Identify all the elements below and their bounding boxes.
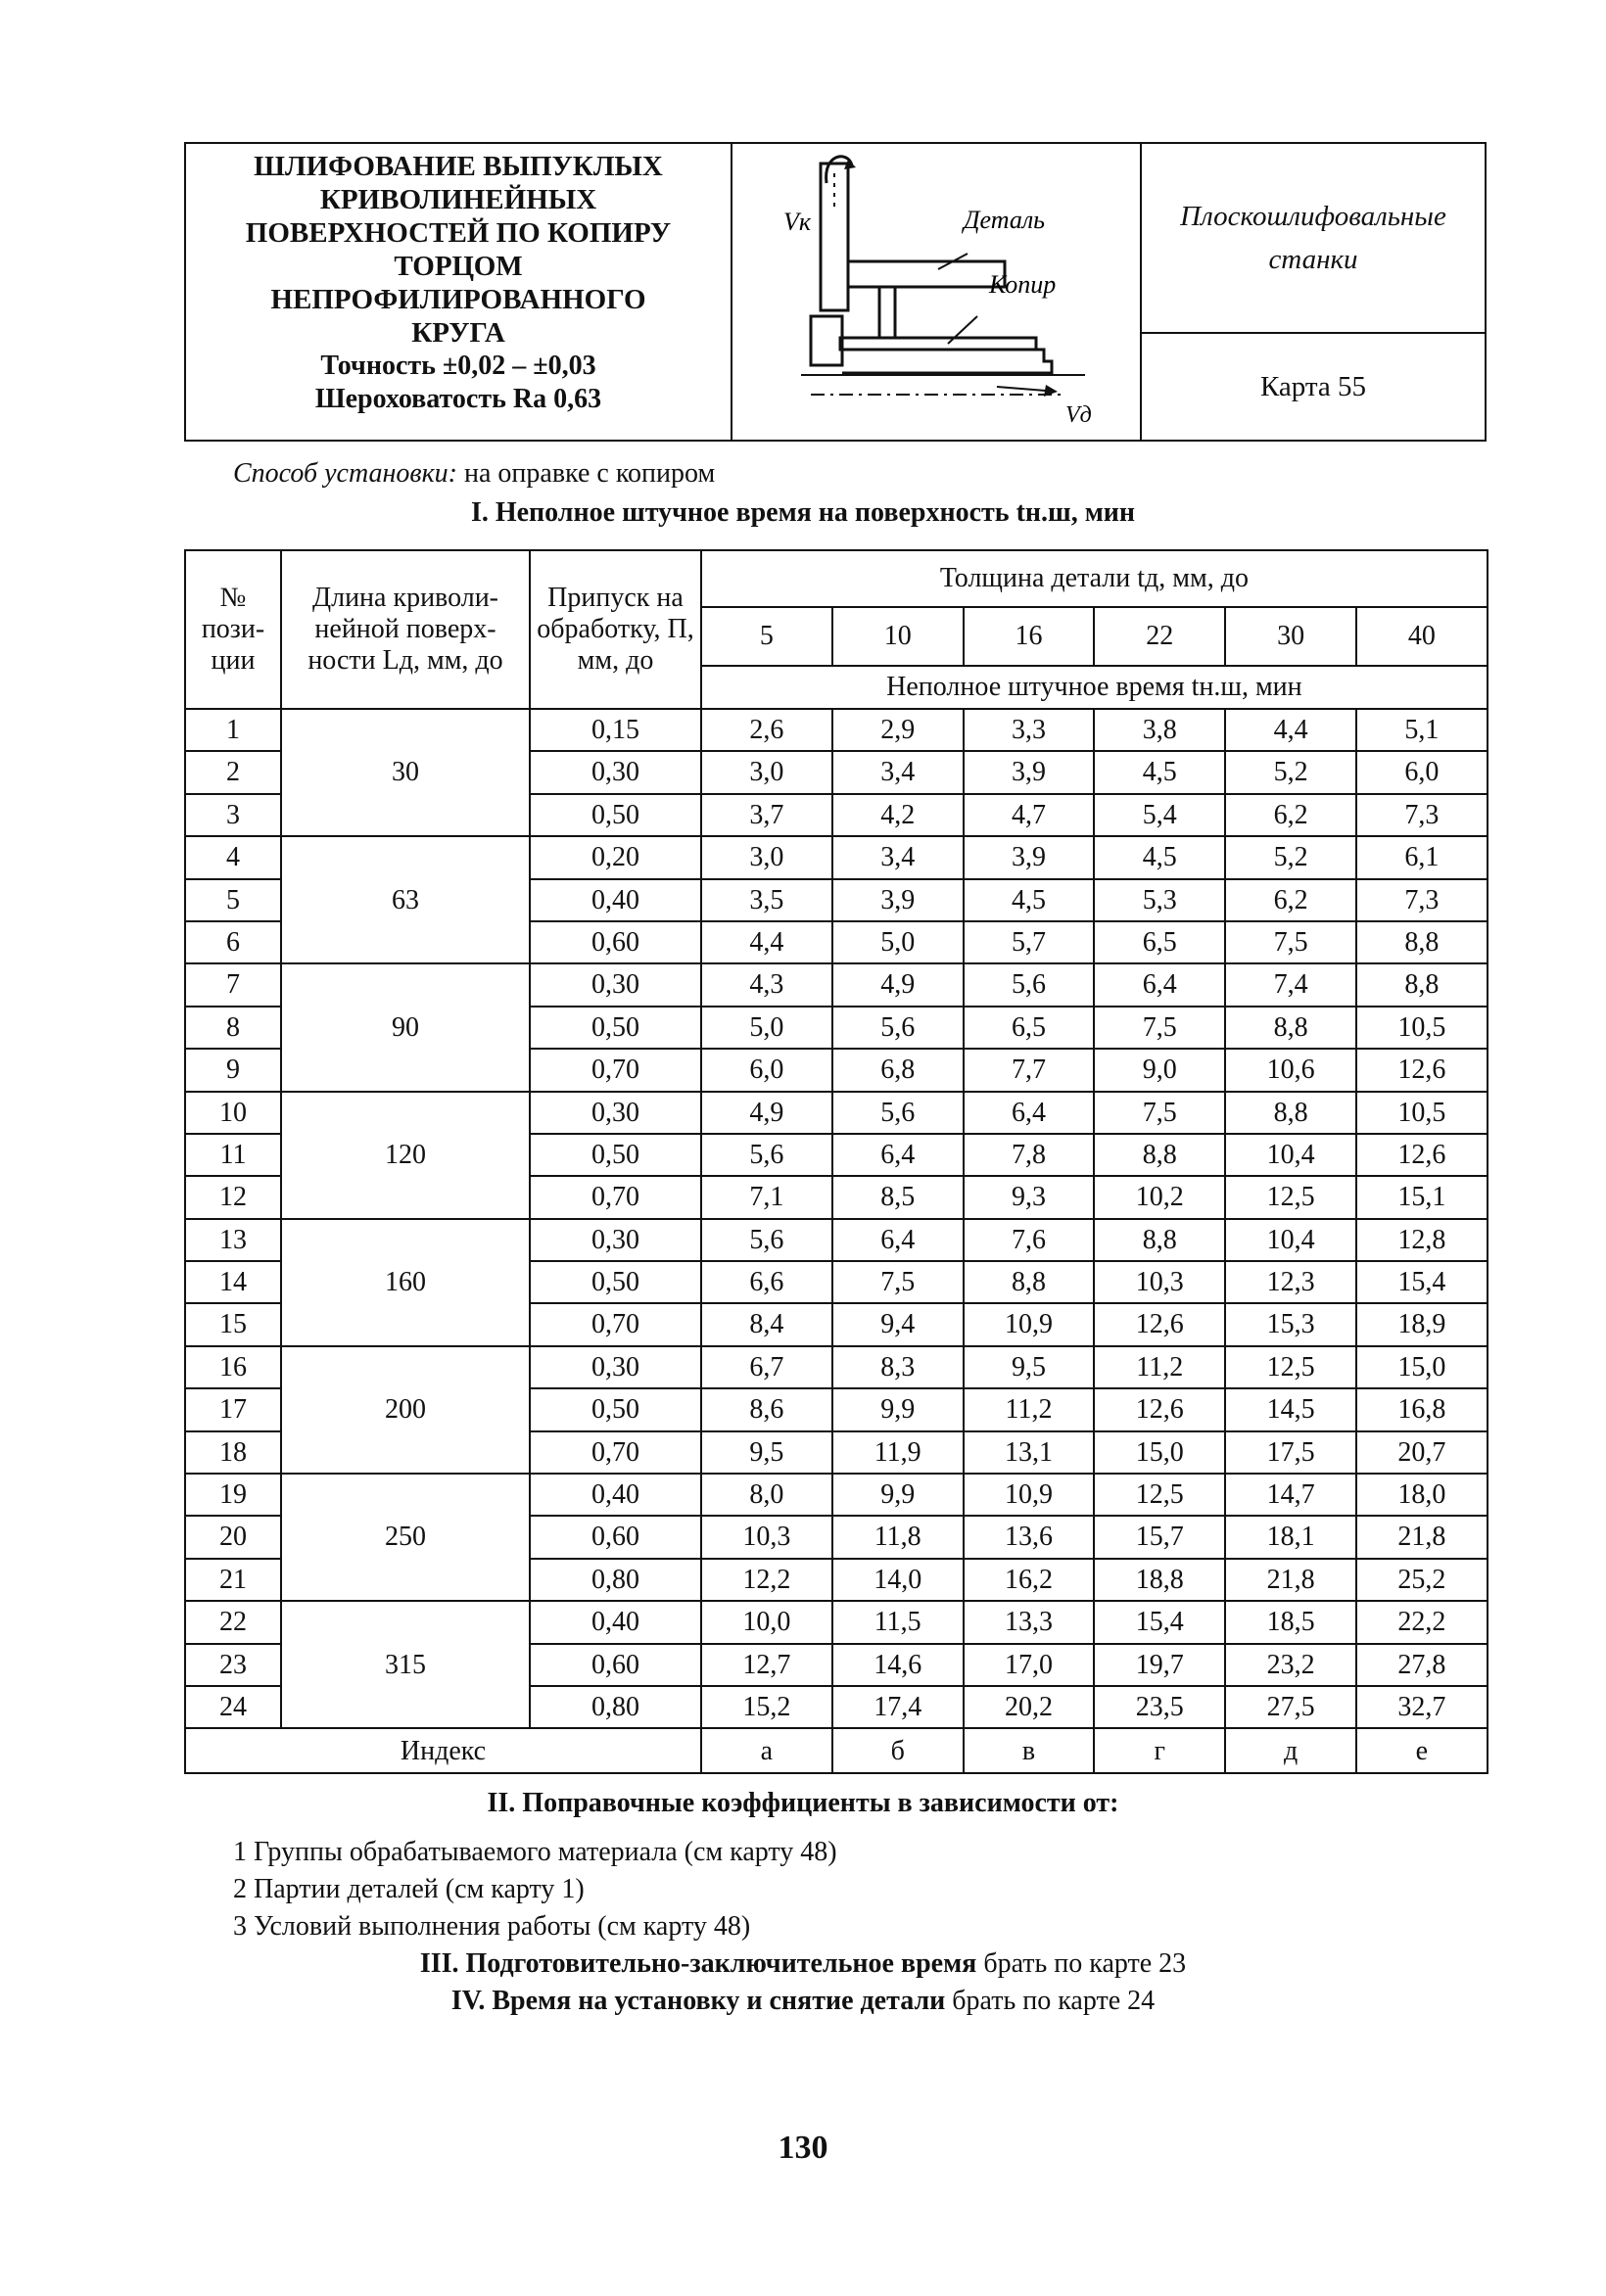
section-3-text: брать по карте 23: [976, 1948, 1187, 1979]
time-value-cell: 27,5: [1225, 1686, 1356, 1728]
time-value-cell: 15,2: [701, 1686, 832, 1728]
position-cell: 7: [185, 963, 281, 1006]
time-value-cell: 3,0: [701, 836, 832, 878]
time-value-cell: 8,8: [1094, 1134, 1225, 1176]
time-value-cell: 5,6: [964, 963, 1095, 1006]
time-value-cell: 8,5: [832, 1176, 964, 1218]
time-value-cell: 5,2: [1225, 751, 1356, 793]
table-row: [185, 709, 1488, 751]
allowance-cell: 0,30: [530, 963, 701, 1006]
section-1-title: I. Неполное штучное время на поверхность tн.ш, мин: [470, 497, 1136, 528]
title-line: ПОВЕРХНОСТЕЙ ПО КОПИРУ: [245, 217, 672, 249]
time-value-cell: 6,5: [964, 1007, 1095, 1049]
allowance-cell: 0,70: [530, 1303, 701, 1345]
time-value-cell: 23,5: [1094, 1686, 1225, 1728]
correction-item: 2 Партии деталей (см карту 1): [233, 1874, 585, 1904]
time-value-cell: 11,2: [964, 1388, 1095, 1430]
time-value-cell: 4,4: [1225, 709, 1356, 751]
index-value-cell: б: [832, 1728, 964, 1773]
position-cell: 21: [185, 1559, 281, 1601]
position-cell: 4: [185, 836, 281, 878]
allowance-cell: 0,20: [530, 836, 701, 878]
time-value-cell: 9,3: [964, 1176, 1095, 1218]
time-value-cell: 27,8: [1356, 1644, 1488, 1686]
time-value-cell: 23,2: [1225, 1644, 1356, 1686]
index-value-cell: а: [701, 1728, 832, 1773]
page-number: 130: [778, 2130, 828, 2166]
allowance-cell: 0,60: [530, 921, 701, 963]
copier-part: [840, 338, 1036, 350]
time-value-cell: 5,1: [1356, 709, 1488, 751]
position-cell: 2: [185, 751, 281, 793]
col-header-position: № пози-ции: [185, 550, 281, 709]
position-cell: 15: [185, 1303, 281, 1345]
table-row: [185, 1219, 1488, 1261]
setup-method: [233, 458, 715, 490]
time-value-cell: 8,8: [1356, 921, 1488, 963]
time-value-cell: 15,0: [1356, 1346, 1488, 1388]
time-value-cell: 6,8: [832, 1049, 964, 1091]
time-value-cell: 7,6: [964, 1219, 1095, 1261]
position-cell: 16: [185, 1346, 281, 1388]
time-value-cell: 8,8: [1356, 963, 1488, 1006]
header-box: [184, 142, 1487, 442]
index-value-cell: д: [1225, 1728, 1356, 1773]
position-cell: 12: [185, 1176, 281, 1218]
time-value-cell: 12,5: [1225, 1346, 1356, 1388]
length-cell: 315: [281, 1601, 530, 1728]
time-value-cell: 10,9: [964, 1474, 1095, 1516]
time-value-cell: 5,2: [1225, 836, 1356, 878]
time-value-cell: 6,1: [1356, 836, 1488, 878]
position-cell: 13: [185, 1219, 281, 1261]
machine-table: [842, 350, 1052, 373]
time-value-cell: 14,0: [832, 1559, 964, 1601]
time-value-cell: 9,5: [964, 1346, 1095, 1388]
time-value-cell: 3,7: [701, 794, 832, 836]
time-value-cell: 5,6: [701, 1134, 832, 1176]
position-cell: 3: [185, 794, 281, 836]
time-value-cell: 7,4: [1225, 963, 1356, 1006]
copier-label: Копир: [989, 270, 1057, 299]
time-value-cell: 2,9: [832, 709, 964, 751]
setup-method-label: Способ установки:: [233, 458, 458, 489]
thickness-22: 22: [1094, 607, 1225, 666]
title-line: КРИВОЛИНЕЙНЫХ: [319, 184, 597, 215]
time-value-cell: 6,6: [701, 1261, 832, 1303]
time-value-cell: 5,6: [832, 1007, 964, 1049]
allowance-cell: 0,50: [530, 1134, 701, 1176]
time-value-cell: 6,0: [1356, 751, 1488, 793]
time-value-cell: 14,5: [1225, 1388, 1356, 1430]
time-value-cell: 10,6: [1225, 1049, 1356, 1091]
time-value-cell: 11,9: [832, 1431, 964, 1474]
allowance-cell: 0,15: [530, 709, 701, 751]
operation-title: [186, 144, 732, 440]
index-value-cell: г: [1094, 1728, 1225, 1773]
table-row: [185, 963, 1488, 1006]
time-value-cell: 3,4: [832, 836, 964, 878]
length-cell: 120: [281, 1092, 530, 1219]
table-stop: [811, 316, 842, 365]
position-cell: 14: [185, 1261, 281, 1303]
time-value-cell: 4,5: [964, 879, 1095, 921]
time-value-cell: 9,9: [832, 1388, 964, 1430]
length-cell: 200: [281, 1346, 530, 1474]
time-value-cell: 18,1: [1225, 1516, 1356, 1558]
time-value-cell: 5,0: [701, 1007, 832, 1049]
time-value-cell: 3,8: [1094, 709, 1225, 751]
time-value-cell: 4,7: [964, 794, 1095, 836]
time-value-cell: 12,7: [701, 1644, 832, 1686]
position-cell: 1: [185, 709, 281, 751]
position-cell: 22: [185, 1601, 281, 1643]
position-cell: 24: [185, 1686, 281, 1728]
time-value-cell: 10,0: [701, 1601, 832, 1643]
section-3-title: III. Подготовительно-заключительное время: [419, 1948, 977, 1979]
position-cell: 8: [185, 1007, 281, 1049]
time-value-cell: 7,5: [1225, 921, 1356, 963]
time-value-cell: 6,7: [701, 1346, 832, 1388]
time-value-cell: 16,8: [1356, 1388, 1488, 1430]
time-value-cell: 10,4: [1225, 1219, 1356, 1261]
time-value-cell: 13,3: [964, 1601, 1095, 1643]
time-value-cell: 6,4: [1094, 963, 1225, 1006]
length-cell: 160: [281, 1219, 530, 1346]
time-value-cell: 15,1: [1356, 1176, 1488, 1218]
thickness-16: 16: [964, 607, 1095, 666]
time-value-cell: 5,6: [701, 1219, 832, 1261]
time-value-cell: 5,4: [1094, 794, 1225, 836]
time-value-cell: 10,9: [964, 1303, 1095, 1345]
time-table: [184, 549, 1488, 1774]
correction-item: 3 Условий выполнения работы (см карту 48): [233, 1911, 751, 1942]
table-row: [185, 1346, 1488, 1388]
position-cell: 20: [185, 1516, 281, 1558]
time-value-cell: 21,8: [1356, 1516, 1488, 1558]
time-value-cell: 21,8: [1225, 1559, 1356, 1601]
time-value-cell: 15,0: [1094, 1431, 1225, 1474]
allowance-cell: 0,80: [530, 1686, 701, 1728]
vk-label: Vк: [783, 208, 812, 236]
time-value-cell: 3,9: [964, 836, 1095, 878]
allowance-cell: 0,30: [530, 1219, 701, 1261]
time-value-cell: 8,8: [1094, 1219, 1225, 1261]
thickness-5: 5: [701, 607, 832, 666]
time-value-cell: 17,0: [964, 1644, 1095, 1686]
allowance-cell: 0,80: [530, 1559, 701, 1601]
time-value-cell: 4,5: [1094, 836, 1225, 878]
allowance-cell: 0,70: [530, 1431, 701, 1474]
machine-type-line: Плоскошлифовальные: [1180, 201, 1446, 232]
table-row: [185, 1092, 1488, 1134]
time-value-cell: 5,3: [1094, 879, 1225, 921]
time-value-cell: 12,3: [1225, 1261, 1356, 1303]
time-subheader: Неполное штучное время tн.ш, мин: [701, 666, 1488, 709]
time-value-cell: 17,5: [1225, 1431, 1356, 1474]
time-value-cell: 2,6: [701, 709, 832, 751]
time-value-cell: 16,2: [964, 1559, 1095, 1601]
accuracy-spec: Точность ±0,02 – ±0,03: [320, 351, 596, 381]
length-cell: 250: [281, 1474, 530, 1601]
time-value-cell: 6,5: [1094, 921, 1225, 963]
allowance-cell: 0,60: [530, 1516, 701, 1558]
thickness-10: 10: [832, 607, 964, 666]
time-value-cell: 9,5: [701, 1431, 832, 1474]
time-value-cell: 25,2: [1356, 1559, 1488, 1601]
time-value-cell: 5,0: [832, 921, 964, 963]
setup-method-value: на оправке с копиром: [457, 458, 716, 489]
time-value-cell: 7,3: [1356, 879, 1488, 921]
time-value-cell: 18,8: [1094, 1559, 1225, 1601]
allowance-cell: 0,60: [530, 1644, 701, 1686]
time-value-cell: 11,2: [1094, 1346, 1225, 1388]
time-value-cell: 12,6: [1094, 1303, 1225, 1345]
time-value-cell: 6,2: [1225, 794, 1356, 836]
length-cell: 30: [281, 709, 530, 836]
section-3: [0, 1948, 1606, 1980]
time-value-cell: 13,1: [964, 1431, 1095, 1474]
time-value-cell: 10,3: [1094, 1261, 1225, 1303]
title-line: ШЛИФОВАНИЕ ВЫПУКЛЫХ: [254, 151, 663, 182]
time-value-cell: 14,7: [1225, 1474, 1356, 1516]
time-value-cell: 12,6: [1356, 1049, 1488, 1091]
table-row: [185, 1474, 1488, 1516]
allowance-cell: 0,40: [530, 1474, 701, 1516]
position-cell: 23: [185, 1644, 281, 1686]
time-value-cell: 12,2: [701, 1559, 832, 1601]
allowance-cell: 0,50: [530, 1388, 701, 1430]
allowance-cell: 0,50: [530, 794, 701, 836]
time-value-cell: 3,9: [832, 879, 964, 921]
time-value-cell: 3,4: [832, 751, 964, 793]
detail-label: Деталь: [964, 206, 1046, 234]
time-value-cell: 3,3: [964, 709, 1095, 751]
position-cell: 17: [185, 1388, 281, 1430]
time-value-cell: 8,8: [1225, 1092, 1356, 1134]
time-value-cell: 6,0: [701, 1049, 832, 1091]
col-header-length: Длина криволи-нейной поверх-ности Lд, мм, до: [281, 550, 530, 709]
time-value-cell: 17,4: [832, 1686, 964, 1728]
time-value-cell: 4,3: [701, 963, 832, 1006]
time-value-cell: 12,6: [1356, 1134, 1488, 1176]
correction-item: 1 Группы обрабатываемого материала (см карту 48): [233, 1837, 837, 1867]
time-value-cell: 5,6: [832, 1092, 964, 1134]
time-value-cell: 8,8: [1225, 1007, 1356, 1049]
time-value-cell: 12,8: [1356, 1219, 1488, 1261]
time-value-cell: 6,2: [1225, 879, 1356, 921]
col-header-thickness: Толщина детали tд, мм, до: [701, 550, 1488, 607]
time-value-cell: 8,4: [701, 1303, 832, 1345]
time-value-cell: 12,5: [1094, 1474, 1225, 1516]
allowance-cell: 0,70: [530, 1176, 701, 1218]
time-value-cell: 7,5: [1094, 1092, 1225, 1134]
title-line: КРУГА: [411, 317, 505, 349]
length-cell: 90: [281, 963, 530, 1091]
time-value-cell: 10,2: [1094, 1176, 1225, 1218]
machine-type-line: станки: [1268, 244, 1358, 275]
table-row: [185, 836, 1488, 878]
time-value-cell: 13,6: [964, 1516, 1095, 1558]
title-line: НЕПРОФИЛИРОВАННОГО: [270, 284, 646, 315]
time-value-cell: 22,2: [1356, 1601, 1488, 1643]
time-value-cell: 19,7: [1094, 1644, 1225, 1686]
time-value-cell: 4,2: [832, 794, 964, 836]
time-value-cell: 7,5: [1094, 1007, 1225, 1049]
time-value-cell: 20,2: [964, 1686, 1095, 1728]
position-cell: 11: [185, 1134, 281, 1176]
index-value-cell: е: [1356, 1728, 1488, 1773]
index-row: [185, 1728, 1488, 1773]
time-value-cell: 9,4: [832, 1303, 964, 1345]
time-value-cell: 10,5: [1356, 1007, 1488, 1049]
time-value-cell: 15,3: [1225, 1303, 1356, 1345]
time-value-cell: 18,0: [1356, 1474, 1488, 1516]
vd-label: Vд: [1065, 402, 1092, 428]
time-value-cell: 4,5: [1094, 751, 1225, 793]
machine-type: [1142, 144, 1485, 334]
detail-part: [848, 261, 1005, 287]
time-value-cell: 4,9: [832, 963, 964, 1006]
roughness-spec: Шероховатость Ra 0,63: [314, 384, 602, 414]
time-value-cell: 11,8: [832, 1516, 964, 1558]
section-4-title: IV. Время на установку и снятие детали: [450, 1986, 946, 2016]
allowance-cell: 0,30: [530, 751, 701, 793]
length-cell: 63: [281, 836, 530, 963]
title-line: ТОРЦОМ: [394, 251, 523, 282]
allowance-cell: 0,40: [530, 879, 701, 921]
table-row: [185, 1601, 1488, 1643]
setup-diagram-svg: [732, 144, 1142, 440]
position-cell: 9: [185, 1049, 281, 1091]
allowance-cell: 0,50: [530, 1007, 701, 1049]
time-value-cell: 7,5: [832, 1261, 964, 1303]
position-cell: 5: [185, 879, 281, 921]
position-cell: 10: [185, 1092, 281, 1134]
col-header-allowance: Припуск на обработку, П, мм, до: [530, 550, 701, 709]
time-value-cell: 6,4: [832, 1219, 964, 1261]
time-value-cell: 7,1: [701, 1176, 832, 1218]
time-value-cell: 5,7: [964, 921, 1095, 963]
position-cell: 18: [185, 1431, 281, 1474]
time-value-cell: 3,9: [964, 751, 1095, 793]
time-value-cell: 9,9: [832, 1474, 964, 1516]
time-value-cell: 7,8: [964, 1134, 1095, 1176]
index-label: Индекс: [185, 1728, 701, 1773]
time-value-cell: 15,4: [1356, 1261, 1488, 1303]
feed-arrow-icon: [997, 387, 1046, 391]
time-value-cell: 3,5: [701, 879, 832, 921]
section-4-text: брать по карте 24: [945, 1986, 1156, 2016]
time-value-cell: 9,0: [1094, 1049, 1225, 1091]
time-value-cell: 3,0: [701, 751, 832, 793]
allowance-cell: 0,70: [530, 1049, 701, 1091]
allowance-cell: 0,30: [530, 1092, 701, 1134]
time-value-cell: 6,4: [832, 1134, 964, 1176]
time-value-cell: 10,4: [1225, 1134, 1356, 1176]
index-value-cell: в: [964, 1728, 1095, 1773]
time-value-cell: 4,4: [701, 921, 832, 963]
time-value-cell: 7,7: [964, 1049, 1095, 1091]
time-value-cell: 32,7: [1356, 1686, 1488, 1728]
time-value-cell: 7,3: [1356, 794, 1488, 836]
position-cell: 19: [185, 1474, 281, 1516]
allowance-cell: 0,50: [530, 1261, 701, 1303]
time-value-cell: 6,4: [964, 1092, 1095, 1134]
allowance-cell: 0,30: [530, 1346, 701, 1388]
time-value-cell: 15,4: [1094, 1601, 1225, 1643]
thickness-30: 30: [1225, 607, 1356, 666]
time-value-cell: 4,9: [701, 1092, 832, 1134]
time-value-cell: 18,5: [1225, 1601, 1356, 1643]
time-value-cell: 18,9: [1356, 1303, 1488, 1345]
time-value-cell: 8,8: [964, 1261, 1095, 1303]
time-value-cell: 10,3: [701, 1516, 832, 1558]
setup-diagram: [732, 144, 1142, 440]
card-number: Карта 55: [1259, 371, 1367, 402]
time-value-cell: 11,5: [832, 1601, 964, 1643]
time-value-cell: 8,3: [832, 1346, 964, 1388]
allowance-cell: 0,40: [530, 1601, 701, 1643]
time-value-cell: 10,5: [1356, 1092, 1488, 1134]
time-value-cell: 8,0: [701, 1474, 832, 1516]
thickness-40: 40: [1356, 607, 1488, 666]
time-value-cell: 20,7: [1356, 1431, 1488, 1474]
time-value-cell: 14,6: [832, 1644, 964, 1686]
copier-leader: [948, 316, 977, 344]
section-2-title: II. Поправочные коэффициенты в зависимости от:: [487, 1788, 1119, 1818]
time-value-cell: 8,6: [701, 1388, 832, 1430]
section-4: [0, 1986, 1606, 2017]
time-value-cell: 12,6: [1094, 1388, 1225, 1430]
time-value-cell: 12,5: [1225, 1176, 1356, 1218]
position-cell: 6: [185, 921, 281, 963]
time-value-cell: 15,7: [1094, 1516, 1225, 1558]
